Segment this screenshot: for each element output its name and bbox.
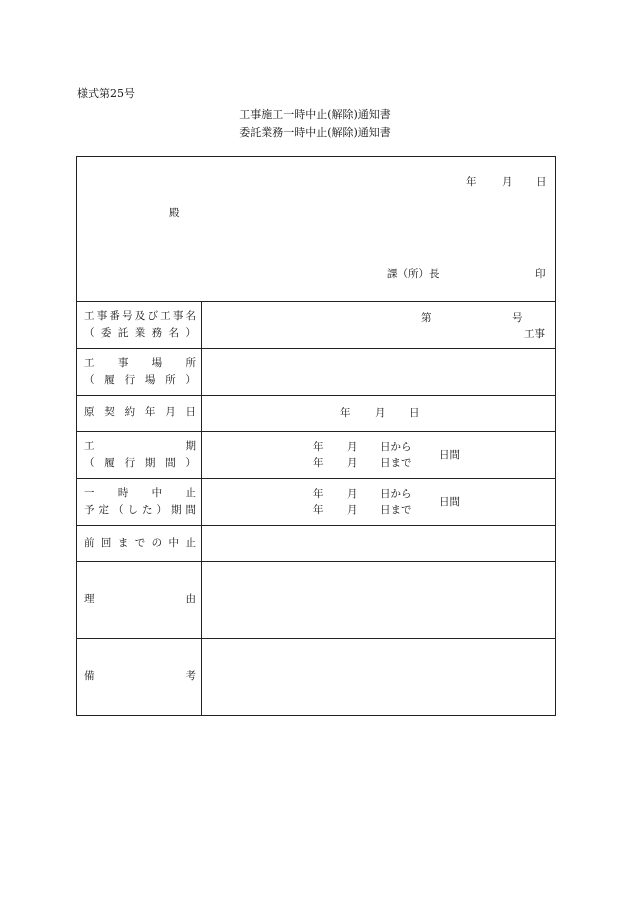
- date-day: 日: [536, 176, 547, 188]
- row-divider: [77, 525, 555, 526]
- suspension-to-month: 月: [347, 504, 358, 516]
- period-from-day: 日から: [380, 441, 412, 453]
- row-divider: [77, 395, 555, 396]
- title-consignment: 委託業務一時中止(解除)通知書: [239, 126, 391, 139]
- column-divider: [201, 301, 202, 716]
- label-reason: 理 由: [84, 593, 196, 605]
- period-to-year: 年: [313, 457, 324, 469]
- label-previous-suspension: 前 回 ま で の 中 止: [84, 537, 196, 549]
- row-divider: [77, 431, 555, 432]
- date-month: 月: [502, 176, 513, 188]
- suspension-from-day: 日から: [380, 488, 412, 500]
- addressee-suffix: 殿: [169, 207, 180, 219]
- form-number: 様式第25号: [77, 87, 135, 100]
- suspension-to-year: 年: [313, 504, 324, 516]
- row-divider: [77, 638, 555, 639]
- row-divider: [77, 478, 555, 479]
- label-project-name: 工 事 番 号 及 び 工 事 名 （ 委 託 業 務 名 ）: [84, 310, 196, 339]
- issuer-title: 課（所）長: [387, 268, 440, 280]
- row-divider: [77, 301, 555, 302]
- project-construction: 工事: [524, 328, 545, 340]
- suspension-from-year: 年: [313, 488, 324, 500]
- period-to-month: 月: [347, 457, 358, 469]
- seal-mark: 印: [535, 268, 546, 280]
- contract-month: 月: [375, 407, 386, 419]
- period-from-month: 月: [347, 441, 358, 453]
- project-no-suffix: 号: [512, 312, 523, 324]
- label-remarks: 備 考: [84, 670, 196, 682]
- project-no-prefix: 第: [421, 312, 432, 324]
- suspension-from-month: 月: [347, 488, 358, 500]
- title-construction: 工事施工一時中止(解除)通知書: [239, 108, 391, 121]
- row-divider: [77, 348, 555, 349]
- date-year: 年: [466, 176, 477, 188]
- period-from-year: 年: [313, 441, 324, 453]
- suspension-to-day: 日まで: [380, 504, 412, 516]
- contract-day: 日: [409, 407, 420, 419]
- period-to-day: 日まで: [380, 457, 412, 469]
- suspension-days: 日間: [439, 496, 460, 508]
- notice-form-table: [76, 156, 556, 716]
- label-period: 工 期 （ 履 行 期 間 ）: [84, 440, 196, 469]
- row-divider: [77, 561, 555, 562]
- period-days: 日間: [439, 449, 460, 461]
- label-location: 工 事 場 所 （ 履 行 場 所 ）: [84, 357, 196, 386]
- label-suspension: 一 時 中 止 予 定 （ し た ） 期 間: [84, 487, 196, 516]
- contract-year: 年: [340, 407, 351, 419]
- label-contract-date: 原 契 約 年 月 日: [84, 406, 196, 418]
